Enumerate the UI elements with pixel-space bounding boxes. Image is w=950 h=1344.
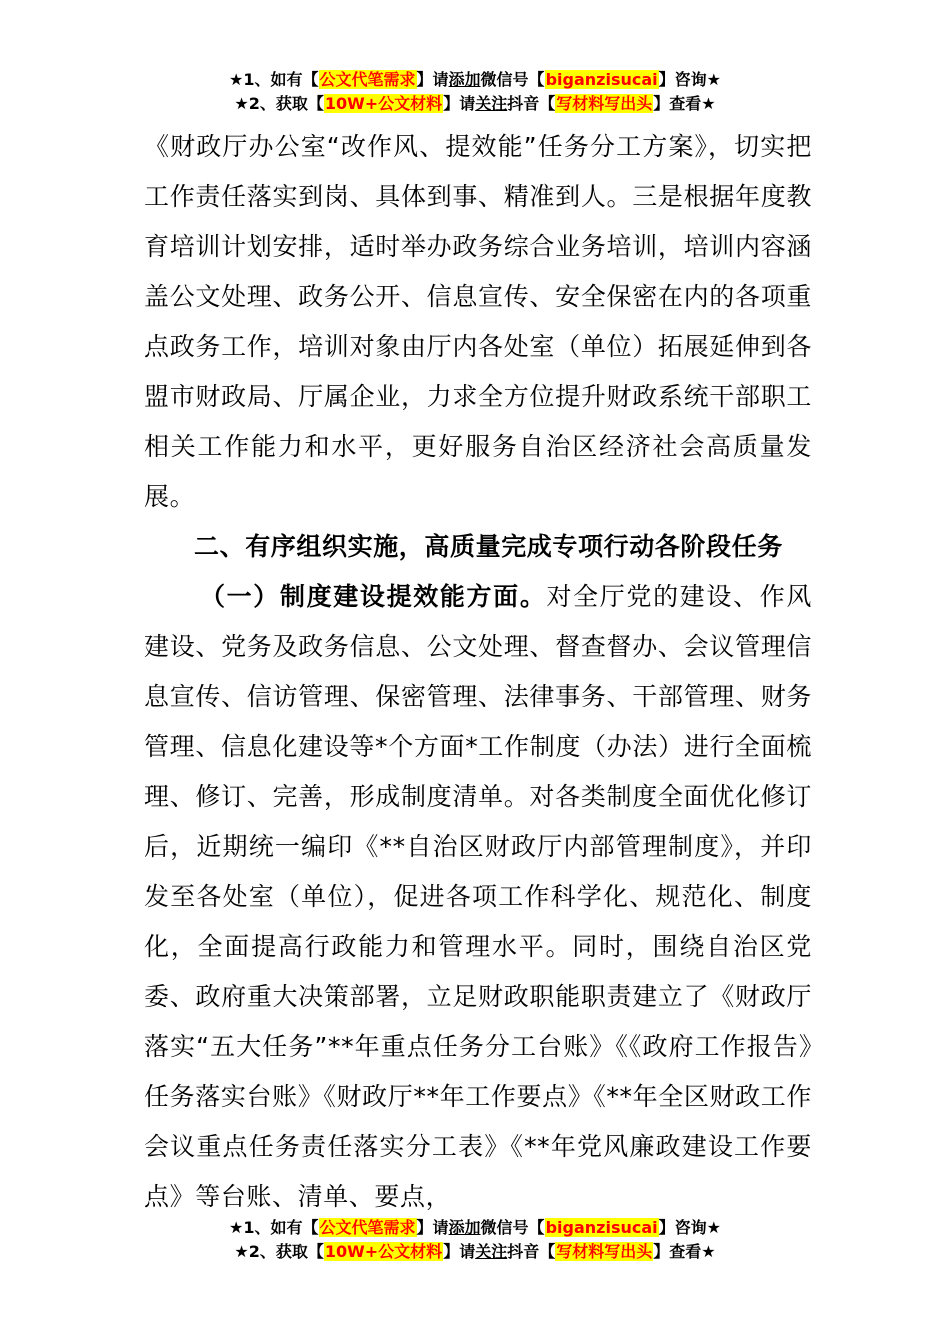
promo-line-1: ★1、如有【公文代笔需求】请添加微信号【biganzisucai】咨询★	[229, 70, 721, 89]
subsection-title: （一）制度建设提效能方面。	[200, 582, 547, 611]
document-body	[144, 122, 812, 1222]
paragraph-institution-building	[144, 572, 812, 1222]
promo-line-2: ★2、获取【10W+公文材料】请关注抖音【写材料写出头】查看★	[234, 94, 716, 113]
promo-highlight-service: 公文代笔需求	[319, 1218, 416, 1237]
footer-promo-banner	[0, 1216, 950, 1264]
subsection-body: 对全厅党的建设、作风建设、党务及政务信息、公文处理、督查督办、会议管理信息宣传、信访管理、保密管理、法律事务、干部管理、财务管理、信息化建设等*个方面*工作制度（办法）进行全面梳理、修订、完善，形成制度清单。对各类制度全面优化修订后，近期统一编印《**自治区财政厅内部管理制度》，并印发至各处室（单位），促进各项工作科学化、规范化、制度化，全面提高行政能力和管理水平。同时，围绕自治区党委、政府重大决策部署，立足财政职能职责建立了《财政厅落实“五大任务”**年重点任务分工台账》《《政府工作报告》任务落实台账》《财政厅**年工作要点》《**年全区财政工作会议重点任务责任落实分工表》《**年党风廉政建设工作要点》等台账、清单、要点，	[144, 582, 812, 1211]
section-heading: 二、有序组织实施，高质量完成专项行动各阶段任务	[194, 532, 783, 561]
promo-highlight-service: 公文代笔需求	[319, 70, 416, 89]
promo-highlight-wechat: biganzisucai	[545, 1218, 658, 1237]
promo-highlight-materials: 10W+公文材料	[324, 1242, 443, 1261]
promo-highlight-douyin: 写材料写出头	[556, 94, 653, 113]
promo-line-1: ★1、如有【公文代笔需求】请添加微信号【biganzisucai】咨询★	[229, 1218, 721, 1237]
promo-line-2: ★2、获取【10W+公文材料】请关注抖音【写材料写出头】查看★	[234, 1242, 716, 1261]
promo-highlight-douyin: 写材料写出头	[556, 1242, 653, 1261]
promo-highlight-wechat: biganzisucai	[545, 70, 658, 89]
paragraph-continuation: 《财政厅办公室“改作风、提效能”任务分工方案》，切实把工作责任落实到岗、具体到事、精准到人。三是根据年度教育培训计划安排，适时举办政务综合业务培训，培训内容涵盖公文处理、政务公开、信息宣传、安全保密在内的各项重点政务工作，培训对象由厅内各处室（单位）拓展延伸到各盟市财政局、厅属企业，力求全方位提升财政系统干部职工相关工作能力和水平，更好服务自治区经济社会高质量发展。	[144, 132, 812, 511]
promo-highlight-materials: 10W+公文材料	[324, 94, 443, 113]
header-promo-banner	[0, 68, 950, 116]
